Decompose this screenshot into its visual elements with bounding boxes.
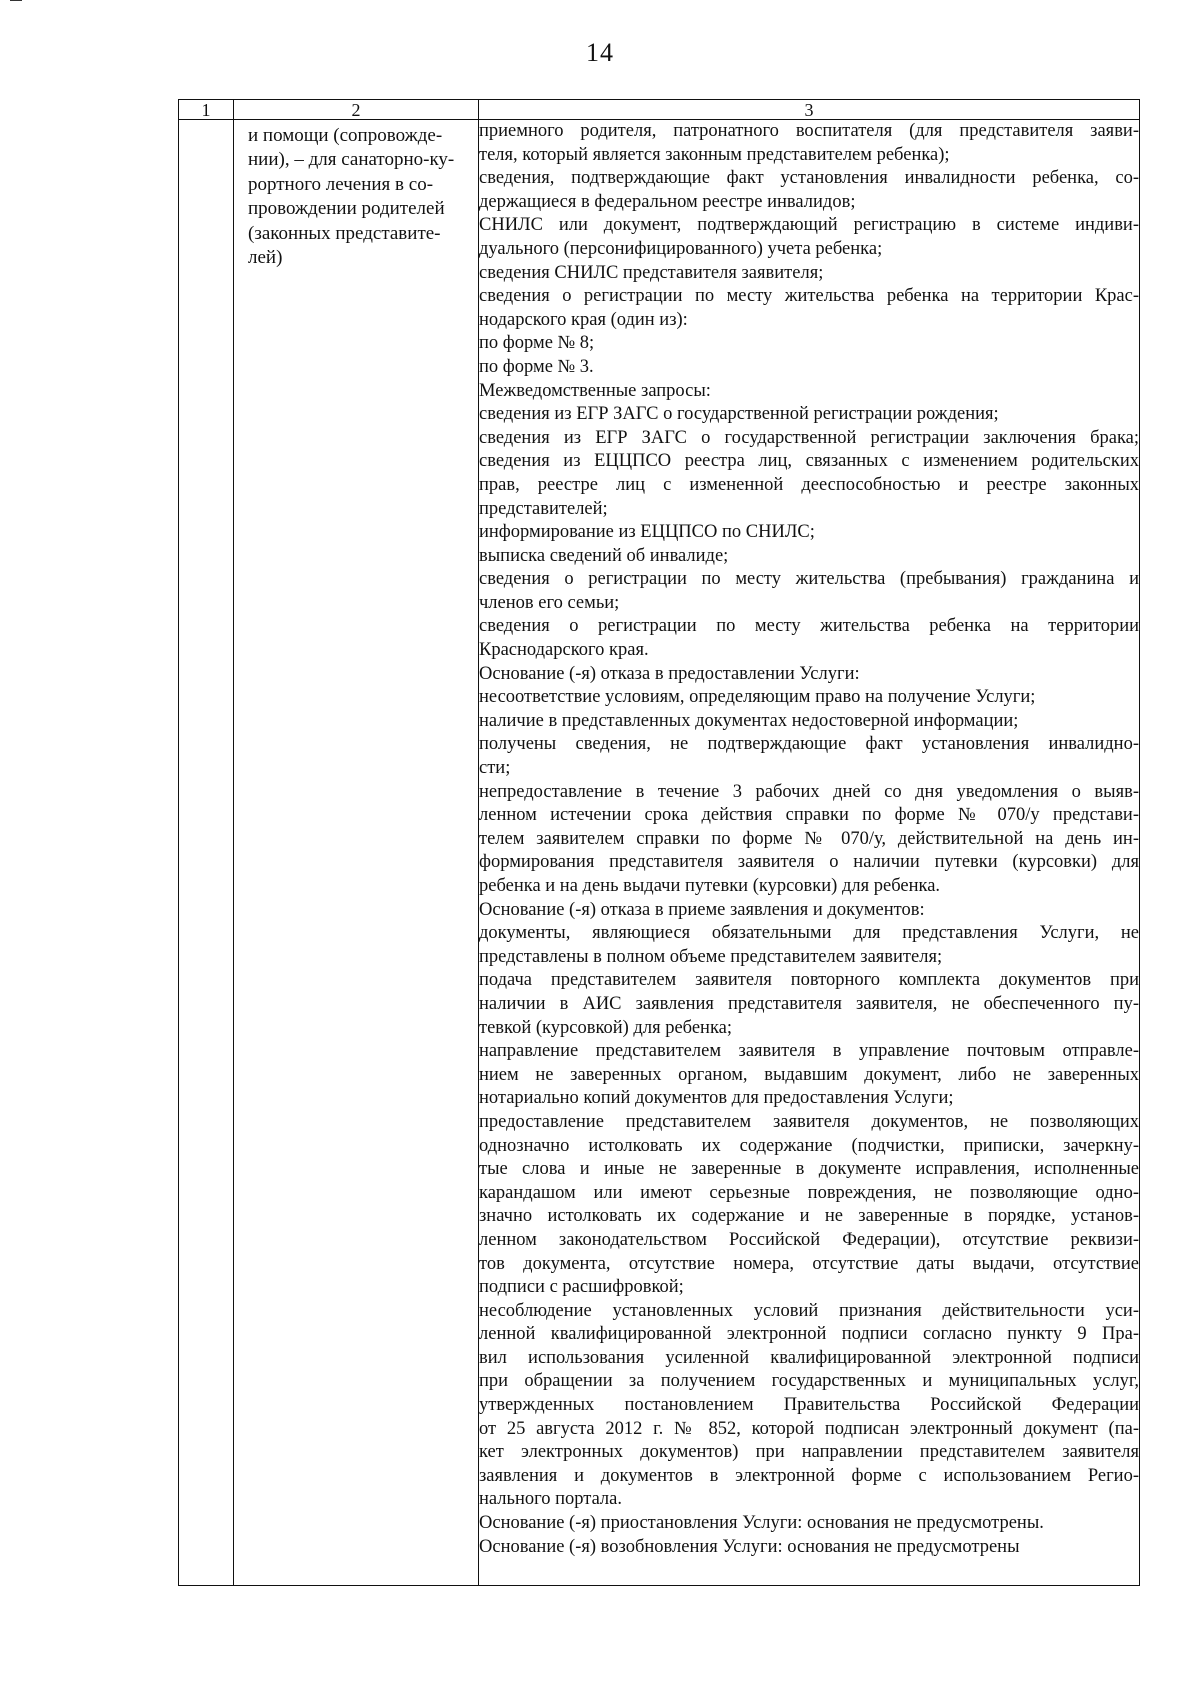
text-line: информирование из ЕЦЦПСО по СНИЛС; (479, 522, 815, 543)
text-line: карандашом или имеют серьезные повреждения, не позволяющие одно- (479, 1182, 1139, 1203)
text-line: по форме № 8; (479, 333, 595, 354)
text-line: нального портала. (479, 1489, 623, 1510)
text-line: наличие в представленных документах недостоверной информации; (479, 710, 1019, 731)
table-header-row (179, 100, 1140, 120)
scan-edge-mark (10, 0, 22, 1)
text-line: подача представителем заявителя повторного комплекта документов при (479, 970, 1139, 991)
cell-col-1 (179, 120, 234, 1586)
column-header-1: 1 (179, 100, 234, 120)
text-line: значно истолковать их содержание и не заверенные в порядке, установ- (479, 1206, 1139, 1227)
text-line: сведения о регистрации по месту жительства ребенка на территории Крас- (479, 286, 1139, 307)
text-line: телем заявителем справки по форме № 070/у, действительной на день ин- (479, 828, 1139, 849)
text-line: ребенка и на день выдачи путевки (курсовки) для ребенка. (479, 876, 941, 896)
text-line: приемного родителя, патронатного воспитателя (для представителя заяви- (479, 121, 1139, 141)
text-line: прав, реестре лиц с измененной дееспособностью и реестре законных (479, 474, 1139, 495)
text-line: выписка сведений об инвалиде; (479, 545, 729, 566)
text-line: Краснодарского края. (479, 640, 649, 661)
text-line: несоблюдение установленных условий признания действительности уси- (479, 1300, 1139, 1321)
service-category-text: и помощи (сопровожде- нии), – для санаторно-ку- рортного лечения в со- провождении родителей (законных представите- лей) (248, 125, 455, 269)
text-line: непредоставление в течение 3 рабочих дней со дня уведомления о выяв- (479, 781, 1139, 802)
text-line: нотариально копий документов для предоставления Услуги; (479, 1088, 954, 1109)
text-line: Основание (-я) отказа в приеме заявления и документов: (479, 899, 925, 920)
text-line: тые слова и иные не заверенные в документе исправления, исполненные (479, 1159, 1139, 1180)
text-line: получены сведения, не подтверждающие факт установления инвалидно- (479, 734, 1139, 755)
text-line: утвержденных постановлением Правительства Российской Федерации (479, 1395, 1139, 1416)
text-line: сведения из ЕГР ЗАГС о государственной регистрации заключения брака; (479, 427, 1139, 448)
cell-col-3 (479, 120, 1140, 1586)
text-line: кет электронных документов) при направлении представителем заявителя (479, 1442, 1139, 1463)
text-line: Основание (-я) приостановления Услуги: основания не предусмотрены. (479, 1513, 1044, 1534)
text-line: по форме № 3. (479, 356, 594, 377)
text-line: однозначно истолковать их содержание (подчистки, приписки, зачеркну- (479, 1135, 1139, 1156)
column-header-2: 2 (234, 100, 479, 120)
text-line: сведения, подтверждающие факт установления инвалидности ребенка, со- (479, 168, 1139, 189)
text-line: СНИЛС или документ, подтверждающий регистрацию в системе индиви- (479, 215, 1139, 236)
text-line: вил использования усиленной квалифицированной электронной подписи (479, 1347, 1139, 1368)
text-line: представлены в полном объеме представителем заявителя; (479, 946, 943, 967)
document-table (178, 99, 1140, 1586)
text-line: держащиеся в федеральном реестре инвалидов; (479, 191, 856, 212)
text-line: документы, являющиеся обязательными для представления Услуги, не (479, 923, 1139, 944)
text-line: ленном законодательством Российской Федерации), отсутствие реквизи- (479, 1229, 1139, 1250)
text-line: ленном истечении срока действия справки по форме № 070/у представи- (479, 805, 1139, 826)
text-line: предоставление представителем заявителя документов, не позволяющих (479, 1111, 1139, 1132)
text-line: тов документа, отсутствие номера, отсутствие даты выдачи, отсутствие (479, 1253, 1139, 1274)
text-line: ленной квалифицированной электронной подписи согласно пункту 9 Пра- (479, 1324, 1139, 1345)
text-line: сти; (479, 758, 511, 779)
table-row (179, 120, 1140, 1586)
text-line: тевкой (курсовкой) для ребенка; (479, 1017, 733, 1038)
text-line: направление представителем заявителя в управление почтовым отправле- (479, 1041, 1139, 1062)
text-line: сведения из ЕГР ЗАГС о государственной регистрации рождения; (479, 404, 999, 425)
text-line: от 25 августа 2012 г. № 852, которой подписан электронный документ (па- (479, 1418, 1139, 1439)
text-line: нием не заверенных органом, выдавшим документ, либо не заверенных (479, 1064, 1139, 1085)
column-header-3: 3 (479, 100, 1140, 120)
text-line: сведения из ЕЦЦПСО реестра лиц, связанных с изменением родительских (479, 451, 1139, 472)
text-line: наличии в АИС заявления представителя заявителя, не обеспеченного пу- (479, 993, 1139, 1014)
text-line: дуального (персонифицированного) учета ребенка; (479, 238, 883, 259)
page-number: 14 (586, 38, 614, 67)
text-line: сведения о регистрации по месту жительства ребенка на территории (479, 616, 1139, 637)
text-line: сведения о регистрации по месту жительства (пребывания) гражданина и (479, 569, 1139, 590)
text-line: теля, который является законным представителем ребенка); (479, 144, 950, 165)
text-line: Основание (-я) отказа в предоставлении Услуги: (479, 663, 860, 684)
text-line: формирования представителя заявителя о наличии путевки (курсовки) для (479, 852, 1139, 873)
cell-col-2 (234, 120, 479, 1586)
text-line: подписи с расшифровкой; (479, 1277, 684, 1298)
text-line: нодарского края (один из): (479, 309, 688, 330)
text-line: при обращении за получением государственных и муниципальных услуг, (479, 1371, 1139, 1392)
text-line: заявления и документов в электронной форме с использованием Регио- (479, 1465, 1139, 1486)
text-line: членов его семьи; (479, 592, 620, 613)
text-line: Межведомственные запросы: (479, 380, 711, 401)
text-line: несоответствие условиям, определяющим право на получение Услуги; (479, 687, 1036, 708)
requirements-text (479, 120, 1139, 1559)
text-line: Основание (-я) возобновления Услуги: основания не предусмотрены (479, 1536, 1020, 1557)
text-line: представителей; (479, 498, 608, 519)
text-line: сведения СНИЛС представителя заявителя; (479, 262, 824, 283)
